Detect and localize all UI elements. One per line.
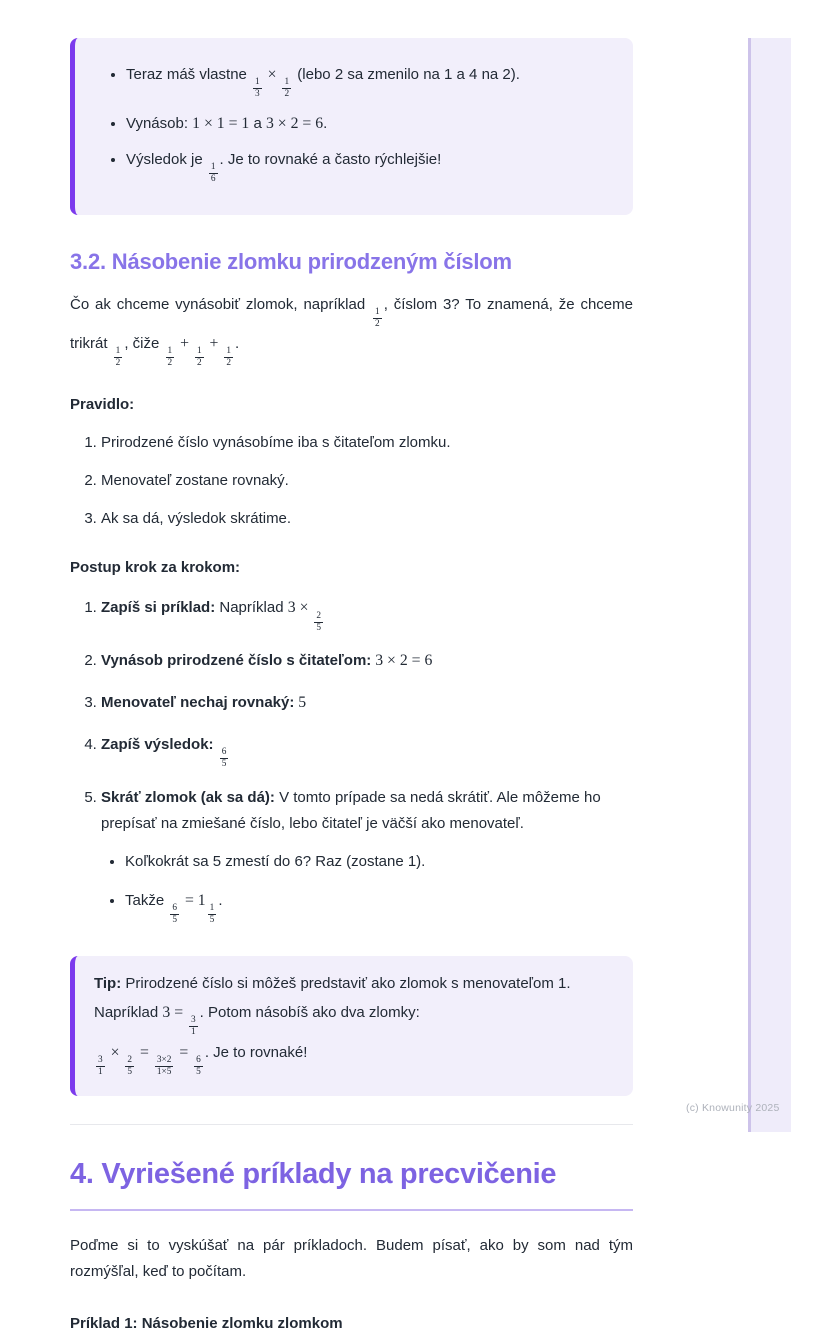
document-content bbox=[70, 38, 633, 1336]
math-run: = 1 bbox=[181, 891, 206, 909]
fraction: $\frac{1}{6}$ bbox=[210, 162, 216, 185]
fraction: $\frac{1}{2}$ bbox=[284, 77, 290, 100]
list-item bbox=[126, 111, 609, 137]
section-heading-3-2: 3.2. Násobenie zlomku prirodzeným číslom bbox=[70, 249, 512, 275]
tip-callout bbox=[70, 956, 633, 1097]
text-run: Napríklad bbox=[215, 599, 288, 617]
math-run: 3 × 2 = 6 bbox=[265, 115, 324, 133]
text-run: . Potom násobíš ako dva zlomky: bbox=[199, 1004, 420, 1022]
intro-paragraph bbox=[70, 292, 633, 369]
fraction: $\frac{3}{1}$ bbox=[191, 1015, 196, 1038]
list-item bbox=[126, 62, 609, 100]
tip-line bbox=[94, 970, 609, 999]
list-item: 2. Menovateľ zostane rovnaký. bbox=[101, 469, 633, 494]
text-run: Takže bbox=[125, 891, 169, 909]
fraction: $\frac{1}{2}$ bbox=[167, 345, 173, 368]
text-run: Napríklad bbox=[94, 1004, 163, 1022]
text-run: Prirodzené číslo si môžeš predstaviť ako zlomok s menovateľom 1. bbox=[121, 974, 571, 992]
list-item bbox=[101, 648, 633, 675]
fraction: $\frac{6}{5}$ bbox=[196, 1055, 201, 1078]
text-run: . bbox=[218, 891, 223, 909]
fraction: $\frac{6}{5}$ bbox=[221, 747, 227, 770]
sub-bullet-list bbox=[101, 849, 633, 926]
list-item bbox=[126, 148, 609, 185]
text-run: . bbox=[323, 115, 328, 133]
text-run: V tomto prípade sa nedá skrátiť. Ale môžeme ho prepísať na zmiešané číslo, lebo čitateľ je väčší ako menovateľ. bbox=[101, 789, 601, 832]
fraction: $\frac{1}{3}$ bbox=[255, 77, 260, 100]
steps-list bbox=[70, 595, 633, 925]
fraction: $\frac{1}{2}$ bbox=[226, 345, 232, 368]
next-page-edge bbox=[748, 38, 791, 1132]
math-run: 3 = bbox=[162, 1004, 188, 1022]
step-bold: Menovateľ nechaj rovnaký: bbox=[101, 694, 295, 712]
math-run: = bbox=[175, 1044, 193, 1062]
text-run: , čiže bbox=[124, 334, 164, 352]
copyright-note: (c) Knowunity 2025 bbox=[686, 1102, 780, 1114]
step-bold: Skráť zlomok (ak sa dá): bbox=[101, 789, 275, 807]
text-run: Vynásob: bbox=[126, 115, 193, 133]
rule-label: Pravidlo: bbox=[70, 395, 135, 413]
text-run: , číslom 3? To znamená, že chceme trikrát bbox=[70, 295, 633, 352]
text-run: Výsledok je bbox=[126, 151, 207, 169]
text-run: (lebo 2 sa zmenilo na 1 a 4 na 2). bbox=[293, 66, 520, 83]
list-item bbox=[101, 595, 633, 633]
fraction: $\frac{6}{5}$ bbox=[172, 902, 178, 925]
tip-label: Tip: bbox=[94, 974, 122, 992]
math-run: + bbox=[205, 334, 223, 352]
math-run: 3 × bbox=[287, 599, 313, 617]
fraction: $\frac{3}{1}$ bbox=[98, 1055, 103, 1078]
list-item bbox=[101, 732, 633, 770]
fraction: $\frac{1}{5}$ bbox=[209, 902, 215, 925]
recap-callout bbox=[70, 38, 633, 215]
tip-line bbox=[94, 1038, 609, 1078]
tip-line bbox=[94, 998, 609, 1038]
text-run: a bbox=[249, 115, 266, 133]
list-item: 3. Ak sa dá, výsledok skrátime. bbox=[101, 507, 633, 532]
recap-list bbox=[94, 62, 609, 185]
step-bold: Vynásob prirodzené číslo s čitateľom: bbox=[101, 652, 372, 670]
section-4-intro: Poďme si to vyskúšať na pár príkladoch. Budem písať, ako by som nad tým rozmýšľal, keď to počítam. bbox=[70, 1236, 633, 1280]
text-run: . Je to rovnaké! bbox=[204, 1044, 308, 1062]
fraction: $\frac{1}{2}$ bbox=[375, 306, 380, 329]
list-item bbox=[125, 888, 633, 926]
example-1-label: Príklad 1: Násobenie zlomku zlomkom bbox=[70, 1314, 343, 1332]
list-item bbox=[101, 690, 633, 717]
list-item bbox=[101, 785, 633, 926]
fraction: $\frac{3\times 2}{1\times 5}$ bbox=[156, 1055, 172, 1078]
math-run: = bbox=[136, 1044, 153, 1062]
math-run: × bbox=[263, 66, 281, 83]
fraction: $\frac{2}{5}$ bbox=[316, 610, 322, 633]
text-run: . Je to rovnaké a často rýchlejšie! bbox=[219, 151, 442, 169]
math-run: 1 × 1 = 1 bbox=[192, 115, 250, 133]
math-run: × bbox=[106, 1044, 124, 1062]
steps-label: Postup krok za krokom: bbox=[70, 558, 241, 576]
fraction: $\frac{1}{2}$ bbox=[196, 345, 202, 368]
fraction: $\frac{2}{5}$ bbox=[127, 1055, 133, 1078]
step-bold: Zapíš si príklad: bbox=[101, 599, 216, 617]
math-run: + bbox=[176, 334, 193, 352]
list-item bbox=[125, 849, 633, 875]
step-bold: Zapíš výsledok: bbox=[101, 736, 214, 753]
text-run: Čo ak chceme vynásobiť zlomok, napríklad bbox=[70, 295, 372, 313]
text-run: . bbox=[235, 334, 240, 352]
math-run: 5 bbox=[294, 694, 307, 712]
text-run: Teraz máš vlastne bbox=[126, 66, 252, 83]
list-item: 1. Prirodzené číslo vynásobíme iba s čitateľom zlomku. bbox=[101, 431, 633, 456]
text-run: Koľkokrát sa 5 zmestí do 6? Raz (zostane 1). bbox=[125, 853, 426, 871]
fraction: $\frac{1}{2}$ bbox=[115, 345, 121, 368]
rules-list bbox=[70, 431, 633, 531]
section-heading-4: 4. Vyriešené príklady na precvičenie bbox=[70, 1157, 633, 1211]
section-divider bbox=[70, 1124, 633, 1125]
math-run: 3 × 2 = 6 bbox=[371, 652, 433, 670]
